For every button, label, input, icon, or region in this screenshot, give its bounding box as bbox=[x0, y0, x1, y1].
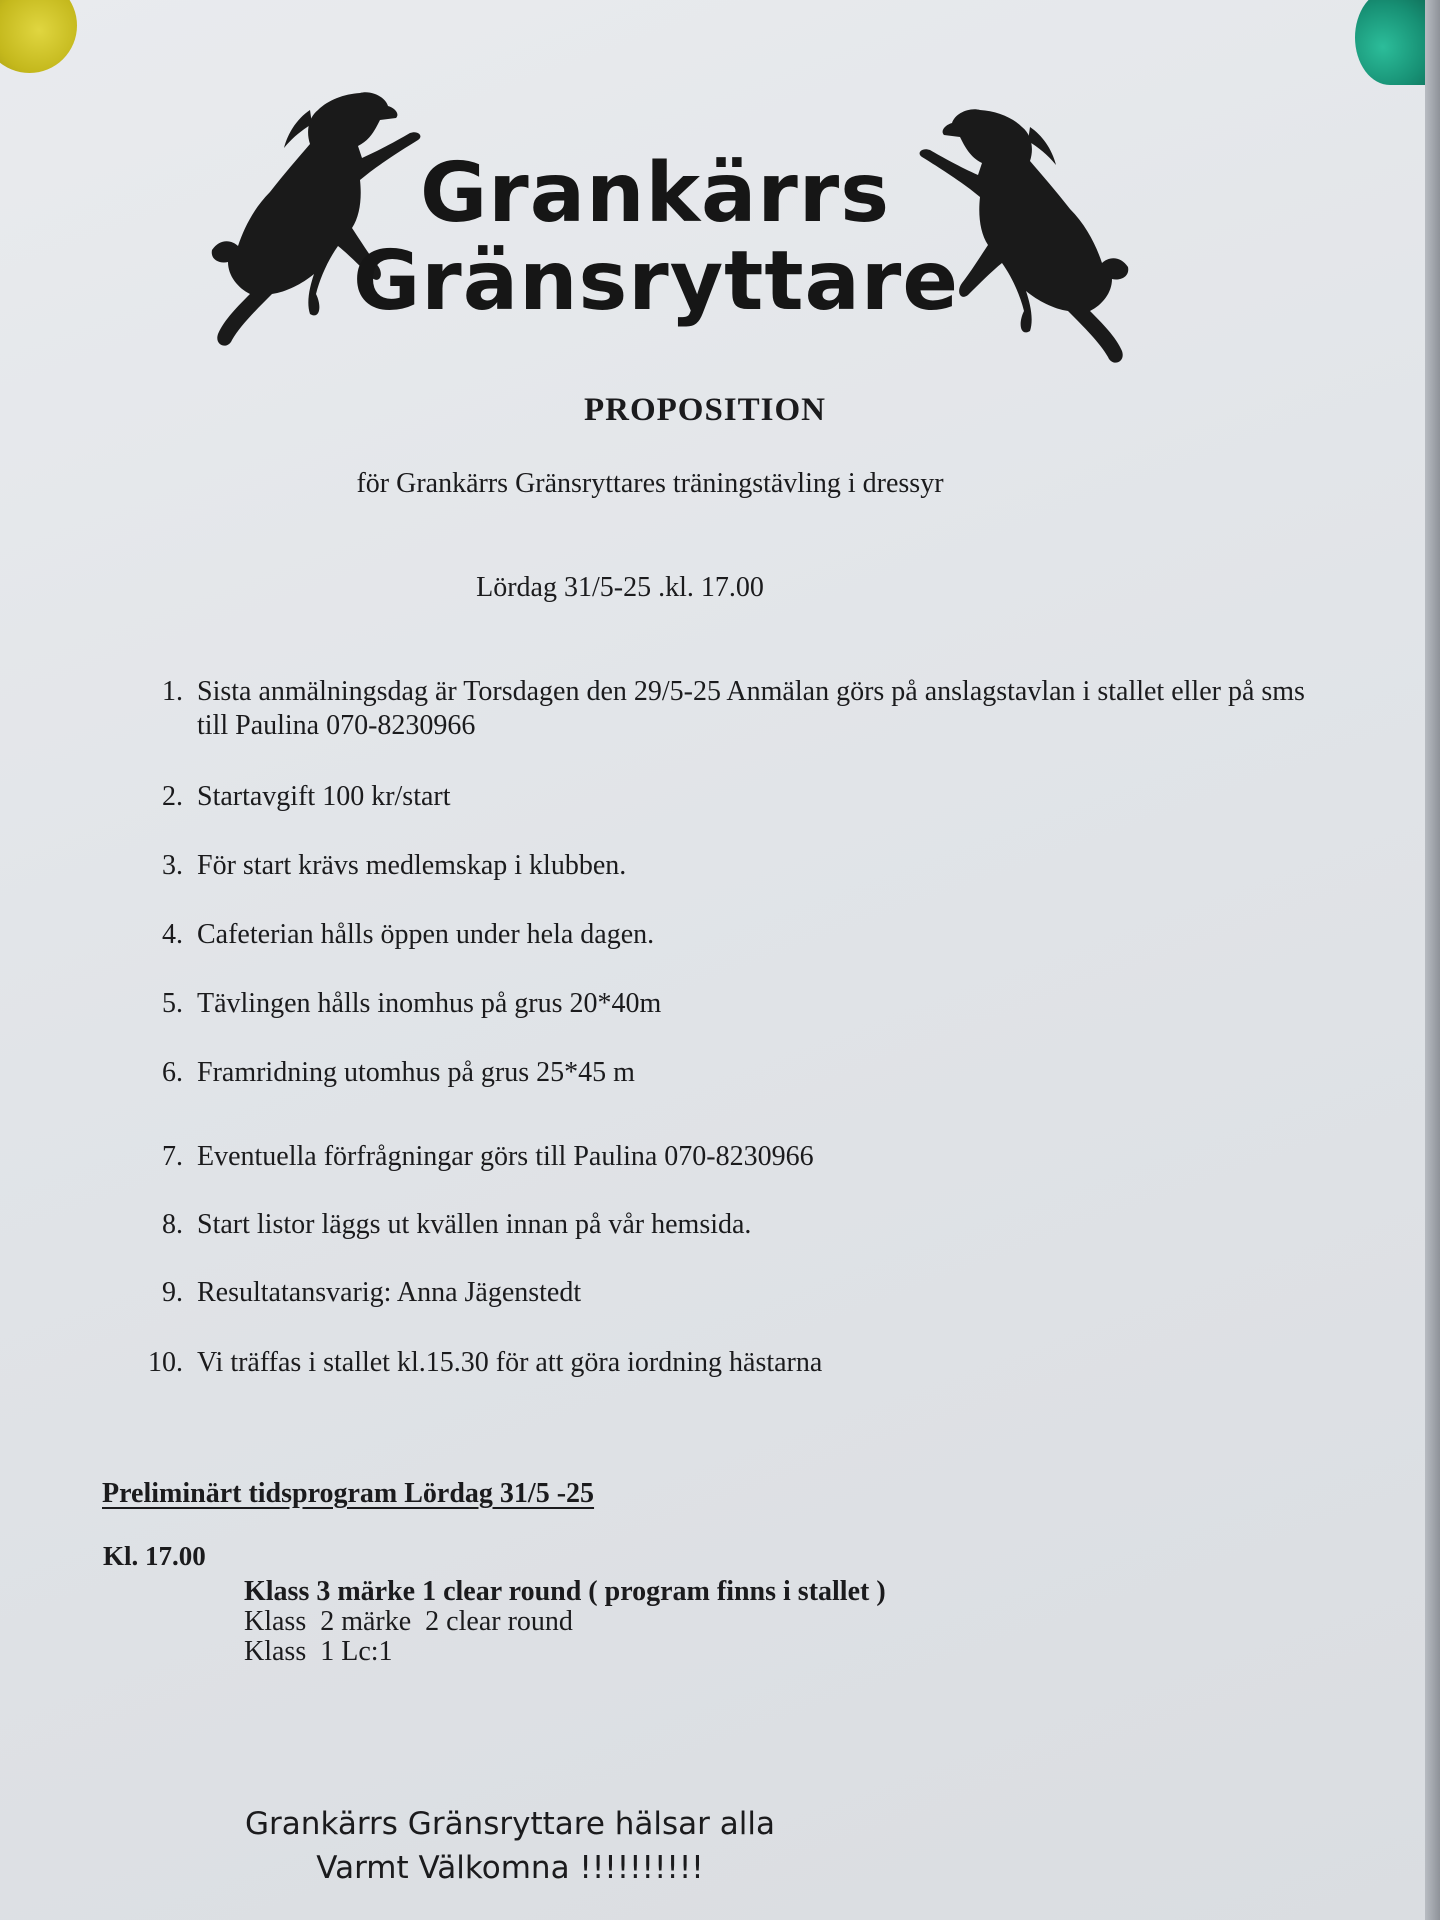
schedule-items bbox=[244, 1577, 886, 1667]
green-pushpin bbox=[1355, 0, 1425, 85]
paper-edge bbox=[1425, 0, 1440, 1920]
list-item: 2. Startavgift 100 kr/start bbox=[162, 781, 451, 812]
club-name-line1: Grankärrs bbox=[420, 146, 891, 241]
schedule-item: Klass 3 märke 1 clear round ( program finns i stallet ) bbox=[244, 1576, 886, 1607]
document-title: PROPOSITION bbox=[583, 392, 827, 428]
welcome-line1: Grankärrs Gränsryttare hälsar alla bbox=[245, 1806, 775, 1842]
list-item: 9. Resultatansvarig: Anna Jägenstedt bbox=[162, 1277, 582, 1308]
schedule-heading: Preliminärt tidsprogram Lördag 31/5 -25 bbox=[102, 1478, 595, 1509]
yellow-pushpin bbox=[0, 0, 77, 73]
list-item: 3. För start krävs medlemskap i klubben. bbox=[162, 850, 627, 881]
welcome-line2: Varmt Välkomna !!!!!!!!!! bbox=[316, 1850, 704, 1886]
list-item: 4. Cafeterian hålls öppen under hela dagen. bbox=[162, 919, 655, 950]
list-item: 6. Framridning utomhus på grus 25*45 m bbox=[162, 1057, 635, 1088]
list-item: 7. Eventuella förfrågningar görs till Paulina 070-8230966 bbox=[162, 1141, 814, 1172]
event-date: Lördag 31/5-25 .kl. 17.00 bbox=[476, 572, 764, 603]
document-subtitle: för Grankärrs Gränsryttares träningstävling i dressyr bbox=[356, 468, 944, 499]
schedule-item: Klass 1 Lc:1 bbox=[244, 1636, 393, 1667]
list-item: 5. Tävlingen hålls inomhus på grus 20*40m bbox=[162, 988, 662, 1019]
list-item: 1. Sista anmälningsdag är Torsdagen den 29/5-25 Anmälan görs på anslagstavlan i stallet eller på sms till Paulina 070-8230966 bbox=[162, 676, 1305, 741]
club-name-logo bbox=[340, 146, 1020, 329]
schedule-time: Kl. 17.00 bbox=[103, 1541, 206, 1571]
club-name-line2: Gränsryttare bbox=[353, 234, 959, 329]
list-item: 10. Vi träffas i stallet kl.15.30 för att göra iordning hästarna bbox=[148, 1347, 823, 1378]
schedule-item: Klass 2 märke 2 clear round bbox=[244, 1606, 573, 1637]
welcome-message bbox=[210, 1802, 810, 1890]
list-item: 8. Start listor läggs ut kvällen innan på vår hemsida. bbox=[162, 1209, 752, 1240]
